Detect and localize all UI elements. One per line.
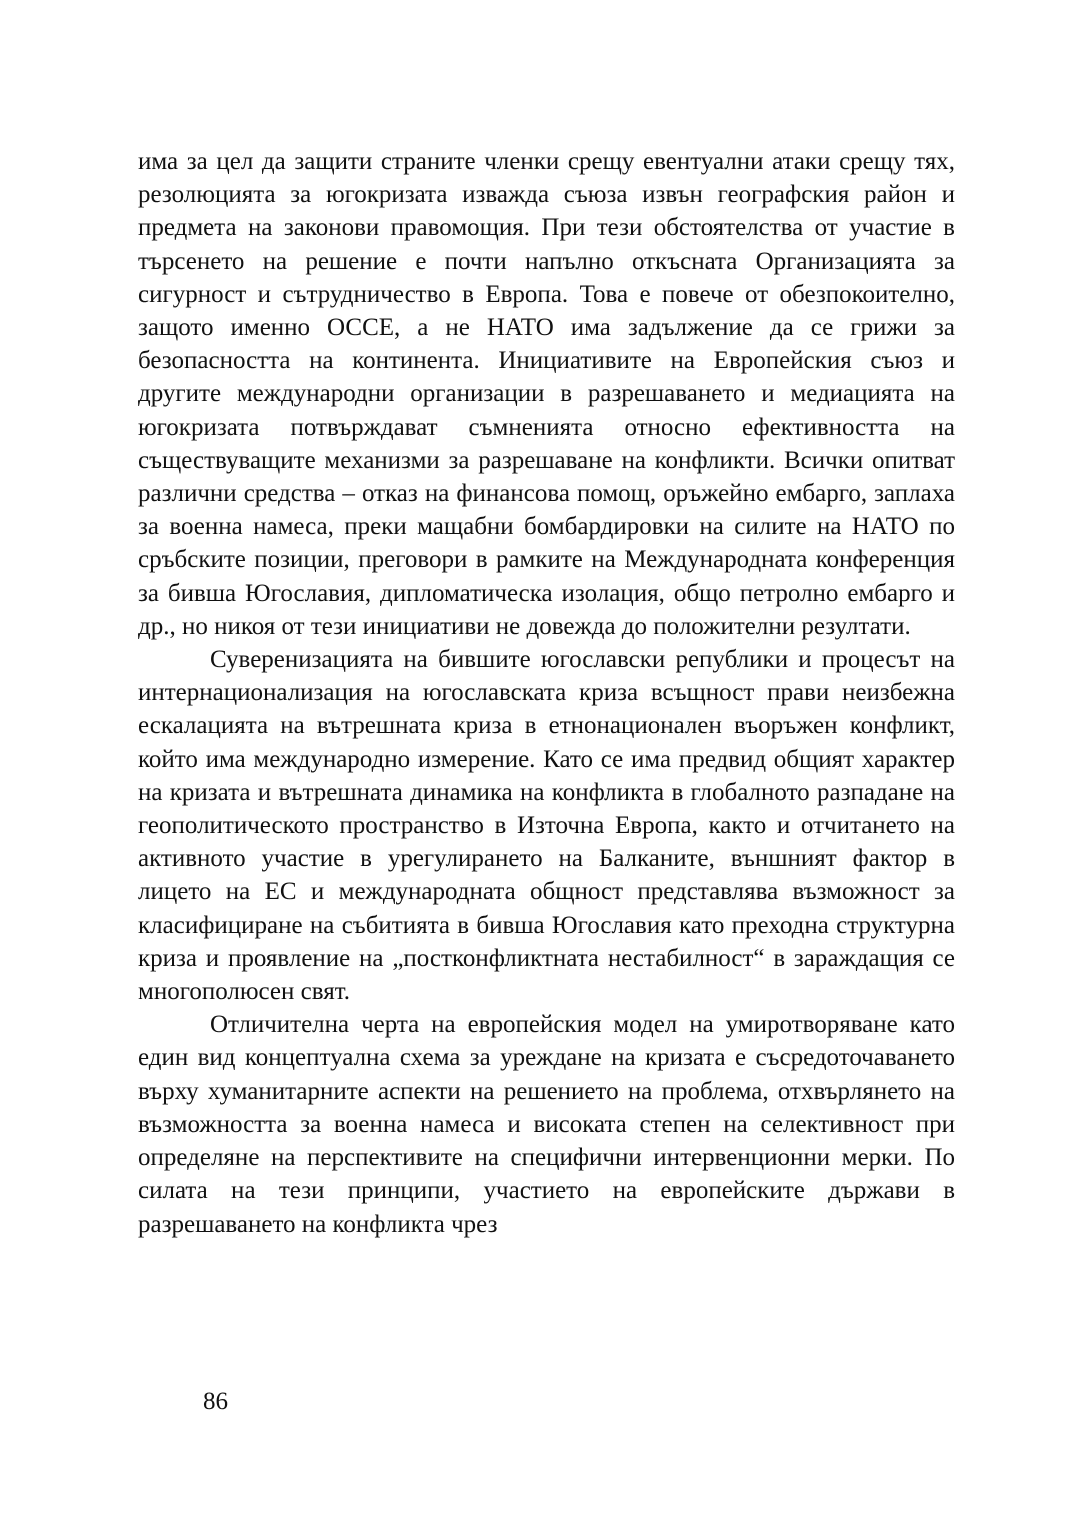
paragraph-continuation: има за цел да защити страните членки срещу евентуални атаки срещу тях, резолюцията за югокризата изважда съюза извън географския район и предмета на законови правомощия. При тези обстоятелства от участие в търсенето на решение е почти напълно откъсната Организацията за сигурност и сътрудничество в Европа. Това е повече от обезпокоително, защото именно ОССЕ, а не НАТО има задължение да се грижи за безопасността на континента. Инициативите на Европейския съюз и другите международни организации в разрешаването и медиацията на югокризата потвърждават съмненията относно ефективността на съществуващите механизми за разрешаване на конфликти. Всички опитват различни средства – отказ на финансова помощ, оръжейно ембарго, заплаха за военна намеса, преки мащабни бомбардировки на силите на НАТО по сръбските позиции, преговори в рамките на Международната конференция за бивша Югославия, дипломатическа изолация, общо петролно ембарго и др., но никоя от тези инициативи не довежда до положителни резултати.	[138, 148, 955, 640]
paragraph-european-model: Отличителна черта на европейския модел на умиротворяване като един вид концептуална схема за уреждане на кризата е съсредоточаването върху хуманитарните аспекти на решението на проблема, отхвърлянето на възможността за военна намеса и високата степен на селективност при определяне на перспективите на специфични интервенционни мерки. По силата на тези принципи, участието на европейските държави в разрешаването на конфликта чрез	[138, 1011, 955, 1238]
page-number: 86	[203, 1388, 228, 1415]
body-text	[138, 145, 955, 1241]
paragraph-sovereignization: Суверенизацията на бившите югославски републики и процесът на интернационализация на югославската криза всъщност прави неизбежна ескалацията на вътрешната криза в етнонационален въоръжен конфликт, който има международно измерение. Като се има предвид общият характер на кризата и вътрешната динамика на конфликта в глобалното разпадане на геополитическото пространство в Източна Европа, както и отчитането на активното участие в урегулирането на Балканите, външният фактор в лицето на ЕС и международната общност представлява възможност за класифициране на събитията в бивша Югославия като преходна структурна криза и проявление на „постконфликтната нестабилност“ в зараждащия се многополюсен свят.	[138, 646, 955, 1006]
